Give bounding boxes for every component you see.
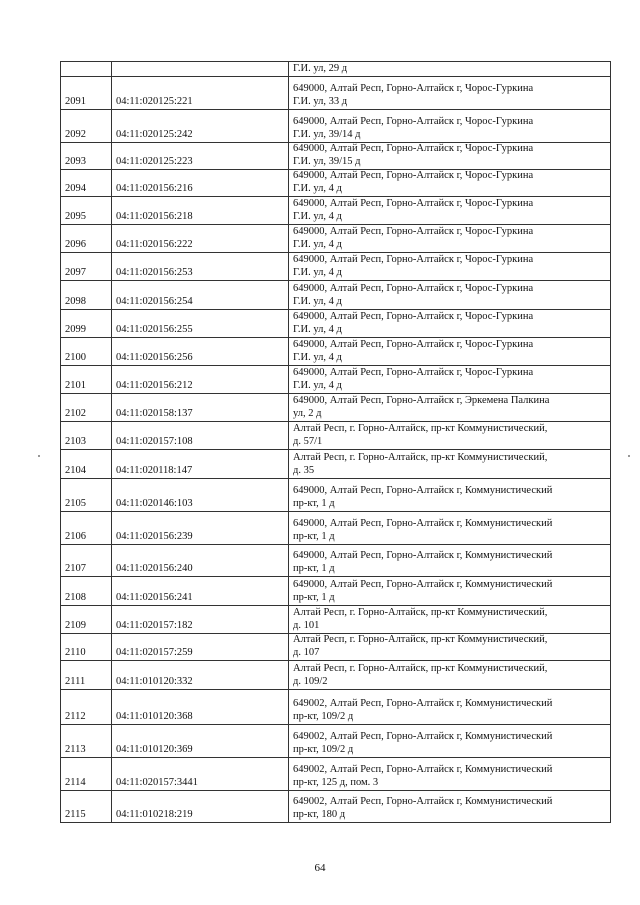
row-number-cell: 2094 bbox=[61, 170, 112, 197]
table-row bbox=[61, 577, 611, 606]
address-line: 649002, Алтай Респ, Горно-Алтайск г, Коммунистический bbox=[293, 731, 553, 742]
address-cell bbox=[289, 197, 611, 225]
address-line: ул, 2 д bbox=[293, 407, 322, 419]
cadastral-number-cell: 04:11:020157:182 bbox=[112, 606, 289, 634]
address-line: 649000, Алтай Респ, Горно-Алтайск г, Чорос-Гуркина bbox=[293, 226, 534, 237]
address-line: Г.И. ул, 4 д bbox=[293, 210, 342, 222]
address-cell bbox=[289, 110, 611, 143]
cadastral-number-cell: 04:11:010120:332 bbox=[112, 661, 289, 690]
row-number-cell: 2096 bbox=[61, 225, 112, 253]
address-line: 649002, Алтай Респ, Горно-Алтайск г, Коммунистический bbox=[293, 764, 553, 775]
row-number-cell: 2093 bbox=[61, 143, 112, 170]
cadastral-number-cell: 04:11:020158:137 bbox=[112, 394, 289, 422]
table-row bbox=[61, 545, 611, 577]
table-row bbox=[61, 661, 611, 690]
address-line: пр-кт, 109/2 д bbox=[293, 710, 354, 722]
table-row bbox=[61, 77, 611, 110]
address-line: 649000, Алтай Респ, Горно-Алтайск г, Чорос-Гуркина bbox=[293, 83, 534, 94]
address-line: 649000, Алтай Респ, Горно-Алтайск г, Коммунистический bbox=[293, 485, 553, 496]
scan-speck bbox=[628, 455, 630, 457]
address-cell bbox=[289, 690, 611, 725]
address-cell bbox=[289, 338, 611, 366]
table-row bbox=[61, 253, 611, 281]
address-line: 649000, Алтай Респ, Горно-Алтайск г, Чорос-Гуркина bbox=[293, 311, 534, 322]
address-cell bbox=[289, 170, 611, 197]
address-cell bbox=[289, 545, 611, 577]
address-cell bbox=[289, 310, 611, 338]
row-number-cell: 2092 bbox=[61, 110, 112, 143]
cadastral-number-cell: 04:11:020156:222 bbox=[112, 225, 289, 253]
row-number-cell: 2114 bbox=[61, 758, 112, 791]
address-line: д. 35 bbox=[293, 464, 315, 476]
address-line: 649002, Алтай Респ, Горно-Алтайск г, Коммунистический bbox=[293, 796, 553, 807]
address-line: 649002, Алтай Респ, Горно-Алтайск г, Коммунистический bbox=[293, 698, 553, 709]
address-line: 649000, Алтай Респ, Горно-Алтайск г, Чорос-Гуркина bbox=[293, 339, 534, 350]
cadastral-number-cell: 04:11:020157:259 bbox=[112, 634, 289, 661]
row-number-cell: 2095 bbox=[61, 197, 112, 225]
row-number-cell: 2102 bbox=[61, 394, 112, 422]
address-line: 649000, Алтай Респ, Горно-Алтайск г, Чорос-Гуркина bbox=[293, 254, 534, 265]
address-cell bbox=[289, 450, 611, 479]
cadastral-number-cell: 04:11:020118:147 bbox=[112, 450, 289, 479]
cadastral-number-cell: 04:11:020146:103 bbox=[112, 479, 289, 512]
address-line: 649000, Алтай Респ, Горно-Алтайск г, Чорос-Гуркина bbox=[293, 283, 534, 294]
address-cell bbox=[289, 394, 611, 422]
address-cell bbox=[289, 366, 611, 394]
address-line: 649000, Алтай Респ, Горно-Алтайск г, Эркемена Палкина bbox=[293, 395, 550, 406]
address-line: Г.И. ул, 29 д bbox=[293, 62, 348, 74]
address-cell bbox=[289, 606, 611, 634]
row-number-cell: 2105 bbox=[61, 479, 112, 512]
row-number-cell: 2103 bbox=[61, 422, 112, 450]
address-cell bbox=[289, 143, 611, 170]
row-number-cell: 2098 bbox=[61, 281, 112, 310]
address-line: д. 57/1 bbox=[293, 435, 323, 447]
address-cell bbox=[289, 479, 611, 512]
cadastral-number-cell: 04:11:020156:218 bbox=[112, 197, 289, 225]
table-row bbox=[61, 225, 611, 253]
cadastral-number-cell: 04:11:020125:242 bbox=[112, 110, 289, 143]
table-row bbox=[61, 634, 611, 661]
address-line: пр-кт, 109/2 д bbox=[293, 743, 354, 755]
address-line: Алтай Респ, г. Горно-Алтайск, пр-кт Коммунистический, bbox=[293, 423, 548, 434]
table-row bbox=[61, 197, 611, 225]
page-number: 64 bbox=[314, 862, 326, 874]
address-line: Г.И. ул, 4 д bbox=[293, 351, 342, 363]
address-line: пр-кт, 1 д bbox=[293, 530, 335, 542]
table-row bbox=[61, 170, 611, 197]
table-row bbox=[61, 338, 611, 366]
address-line: пр-кт, 1 д bbox=[293, 591, 335, 603]
address-line: пр-кт, 180 д bbox=[293, 808, 346, 820]
table-row bbox=[61, 422, 611, 450]
address-cell bbox=[289, 62, 611, 77]
address-line: Алтай Респ, г. Горно-Алтайск, пр-кт Коммунистический, bbox=[293, 663, 548, 674]
address-line: Алтай Респ, г. Горно-Алтайск, пр-кт Коммунистический, bbox=[293, 607, 548, 618]
table-row bbox=[61, 281, 611, 310]
address-cell bbox=[289, 791, 611, 823]
table-row bbox=[61, 690, 611, 725]
address-line: Г.И. ул, 39/15 д bbox=[293, 155, 361, 167]
table-row bbox=[61, 110, 611, 143]
table-row bbox=[61, 791, 611, 823]
scan-speck bbox=[38, 455, 40, 457]
address-line: 649000, Алтай Респ, Горно-Алтайск г, Чорос-Гуркина bbox=[293, 170, 534, 181]
address-line: 649000, Алтай Респ, Горно-Алтайск г, Коммунистический bbox=[293, 579, 553, 590]
cadastral-number-cell: 04:11:020156:240 bbox=[112, 545, 289, 577]
address-cell bbox=[289, 77, 611, 110]
row-number-cell: 2108 bbox=[61, 577, 112, 606]
cadastral-number-cell: 04:11:010120:369 bbox=[112, 725, 289, 758]
address-line: 649000, Алтай Респ, Горно-Алтайск г, Коммунистический bbox=[293, 550, 553, 561]
address-cell bbox=[289, 512, 611, 545]
cadastral-number-cell: 04:11:020156:254 bbox=[112, 281, 289, 310]
address-line: Г.И. ул, 33 д bbox=[293, 95, 348, 107]
row-number-cell: 2107 bbox=[61, 545, 112, 577]
address-line: пр-кт, 1 д bbox=[293, 497, 335, 509]
cadastral-number-cell: 04:11:020156:255 bbox=[112, 310, 289, 338]
table-row bbox=[61, 512, 611, 545]
address-cell bbox=[289, 253, 611, 281]
address-line: пр-кт, 125 д, пом. 3 bbox=[293, 776, 379, 788]
table-row bbox=[61, 310, 611, 338]
row-number-cell: 2111 bbox=[61, 661, 112, 690]
cadastral-number-cell: 04:11:020156:212 bbox=[112, 366, 289, 394]
table-row bbox=[61, 725, 611, 758]
cadastral-number-cell: 04:11:020125:221 bbox=[112, 77, 289, 110]
address-line: Г.И. ул, 4 д bbox=[293, 295, 342, 307]
table-row bbox=[61, 606, 611, 634]
cadastral-number-cell: 04:11:020125:223 bbox=[112, 143, 289, 170]
row-number-cell: 2100 bbox=[61, 338, 112, 366]
cadastral-number-cell: 04:11:020156:216 bbox=[112, 170, 289, 197]
address-cell bbox=[289, 225, 611, 253]
address-line: Г.И. ул, 4 д bbox=[293, 379, 342, 391]
row-number-cell: 2097 bbox=[61, 253, 112, 281]
cadastral-number-cell: 04:11:020157:108 bbox=[112, 422, 289, 450]
address-line: пр-кт, 1 д bbox=[293, 562, 335, 574]
row-number-cell: 2113 bbox=[61, 725, 112, 758]
address-line: Алтай Респ, г. Горно-Алтайск, пр-кт Коммунистический, bbox=[293, 634, 548, 645]
address-cell bbox=[289, 758, 611, 791]
address-line: 649000, Алтай Респ, Горно-Алтайск г, Коммунистический bbox=[293, 518, 553, 529]
address-line: Г.И. ул, 4 д bbox=[293, 182, 342, 194]
cadastral-number-cell: 04:11:020157:3441 bbox=[112, 758, 289, 791]
address-line: 649000, Алтай Респ, Горно-Алтайск г, Чорос-Гуркина bbox=[293, 367, 534, 378]
address-line: д. 107 bbox=[293, 646, 320, 658]
row-number-cell: 2115 bbox=[61, 791, 112, 823]
address-line: 649000, Алтай Респ, Горно-Алтайск г, Чорос-Гуркина bbox=[293, 116, 534, 127]
row-number-cell: 2091 bbox=[61, 77, 112, 110]
address-table-body bbox=[61, 62, 611, 823]
address-cell bbox=[289, 577, 611, 606]
cadastral-number-cell: 04:11:010218:219 bbox=[112, 791, 289, 823]
table-row bbox=[61, 394, 611, 422]
cadastral-number-cell bbox=[112, 62, 289, 77]
cadastral-number-cell: 04:11:020156:253 bbox=[112, 253, 289, 281]
table-row bbox=[61, 143, 611, 170]
address-cell bbox=[289, 725, 611, 758]
address-table bbox=[60, 61, 611, 823]
address-line: Г.И. ул, 4 д bbox=[293, 323, 342, 335]
address-line: Г.И. ул, 4 д bbox=[293, 238, 342, 250]
row-number-cell: 2110 bbox=[61, 634, 112, 661]
row-number-cell: 2106 bbox=[61, 512, 112, 545]
row-number-cell: 2099 bbox=[61, 310, 112, 338]
cadastral-number-cell: 04:11:020156:256 bbox=[112, 338, 289, 366]
row-number-cell: 2101 bbox=[61, 366, 112, 394]
row-number-cell: 2104 bbox=[61, 450, 112, 479]
row-number-cell bbox=[61, 62, 112, 77]
address-cell bbox=[289, 634, 611, 661]
address-line: Г.И. ул, 4 д bbox=[293, 266, 342, 278]
address-line: 649000, Алтай Респ, Горно-Алтайск г, Чорос-Гуркина bbox=[293, 198, 534, 209]
row-number-cell: 2109 bbox=[61, 606, 112, 634]
address-line: д. 101 bbox=[293, 619, 320, 631]
table-row bbox=[61, 479, 611, 512]
address-line: Алтай Респ, г. Горно-Алтайск, пр-кт Коммунистический, bbox=[293, 452, 548, 463]
table-row bbox=[61, 758, 611, 791]
cadastral-number-cell: 04:11:010120:368 bbox=[112, 690, 289, 725]
address-line: 649000, Алтай Респ, Горно-Алтайск г, Чорос-Гуркина bbox=[293, 143, 534, 154]
address-cell bbox=[289, 661, 611, 690]
cadastral-number-cell: 04:11:020156:239 bbox=[112, 512, 289, 545]
address-line: д. 109/2 bbox=[293, 675, 328, 687]
table-row bbox=[61, 366, 611, 394]
table-row bbox=[61, 62, 611, 77]
table-row bbox=[61, 450, 611, 479]
cadastral-number-cell: 04:11:020156:241 bbox=[112, 577, 289, 606]
row-number-cell: 2112 bbox=[61, 690, 112, 725]
address-cell bbox=[289, 422, 611, 450]
address-line: Г.И. ул, 39/14 д bbox=[293, 128, 361, 140]
address-cell bbox=[289, 281, 611, 310]
